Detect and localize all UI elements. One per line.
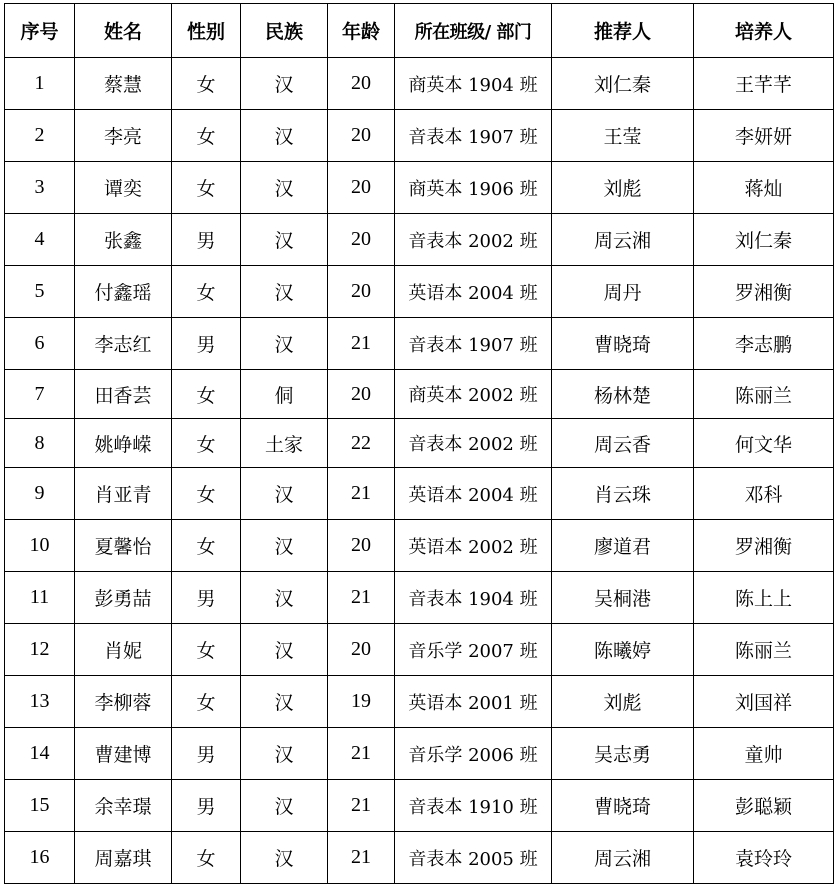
table-row [5, 110, 834, 162]
cell-index: 4 [5, 214, 75, 266]
cell-trainer: 罗湘衡 [694, 266, 834, 318]
cell-ethnicity: 汉 [241, 162, 328, 214]
cell-name: 肖妮 [75, 624, 172, 676]
cell-gender: 女 [172, 162, 241, 214]
table-row [5, 162, 834, 214]
cell-recommender: 廖道君 [552, 520, 694, 572]
cell-trainer: 李妍妍 [694, 110, 834, 162]
cell-index: 12 [5, 624, 75, 676]
cell-name: 姚峥嵘 [75, 419, 172, 468]
cell-age: 21 [328, 728, 395, 780]
cell-class: 商英本 2002 班 [395, 370, 552, 419]
header-cell-age: 年龄 [328, 4, 395, 58]
cell-gender: 女 [172, 624, 241, 676]
cell-recommender: 周云湘 [552, 832, 694, 884]
cell-name: 田香芸 [75, 370, 172, 419]
cell-trainer: 袁玲玲 [694, 832, 834, 884]
cell-class: 英语本 2004 班 [395, 468, 552, 520]
cell-gender: 女 [172, 832, 241, 884]
cell-trainer: 王芊芊 [694, 58, 834, 110]
cell-name: 谭奕 [75, 162, 172, 214]
cell-index: 10 [5, 520, 75, 572]
header-cell-trainer: 培养人 [694, 4, 834, 58]
table-row [5, 624, 834, 676]
table-row [5, 832, 834, 884]
cell-recommender: 曹晓琦 [552, 318, 694, 370]
cell-class: 音表本 2002 班 [395, 214, 552, 266]
cell-gender: 女 [172, 370, 241, 419]
cell-ethnicity: 汉 [241, 676, 328, 728]
roster-body [5, 58, 834, 884]
cell-gender: 男 [172, 318, 241, 370]
cell-age: 20 [328, 110, 395, 162]
cell-recommender: 王莹 [552, 110, 694, 162]
cell-ethnicity: 侗 [241, 370, 328, 419]
table-row [5, 520, 834, 572]
cell-ethnicity: 汉 [241, 318, 328, 370]
cell-ethnicity: 汉 [241, 624, 328, 676]
cell-trainer: 罗湘衡 [694, 520, 834, 572]
header-cell-recommender: 推荐人 [552, 4, 694, 58]
cell-gender: 女 [172, 676, 241, 728]
cell-age: 21 [328, 780, 395, 832]
table-row [5, 266, 834, 318]
cell-name: 张鑫 [75, 214, 172, 266]
cell-age: 21 [328, 572, 395, 624]
cell-class: 音表本 1910 班 [395, 780, 552, 832]
cell-index: 1 [5, 58, 75, 110]
cell-age: 20 [328, 162, 395, 214]
cell-age: 22 [328, 419, 395, 468]
header-row [5, 4, 834, 58]
cell-trainer: 陈丽兰 [694, 370, 834, 419]
cell-gender: 男 [172, 728, 241, 780]
cell-recommender: 吴志勇 [552, 728, 694, 780]
table-row [5, 676, 834, 728]
cell-gender: 女 [172, 110, 241, 162]
cell-name: 李亮 [75, 110, 172, 162]
cell-gender: 男 [172, 214, 241, 266]
cell-class: 商英本 1904 班 [395, 58, 552, 110]
cell-ethnicity: 汉 [241, 520, 328, 572]
cell-age: 20 [328, 214, 395, 266]
roster-table [4, 3, 834, 884]
cell-ethnicity: 汉 [241, 110, 328, 162]
table-row [5, 728, 834, 780]
table-row [5, 370, 834, 419]
cell-age: 19 [328, 676, 395, 728]
cell-name: 彭勇喆 [75, 572, 172, 624]
cell-trainer: 蒋灿 [694, 162, 834, 214]
header-cell-ethnicity: 民族 [241, 4, 328, 58]
cell-class: 英语本 2001 班 [395, 676, 552, 728]
cell-ethnicity: 汉 [241, 572, 328, 624]
table-row [5, 318, 834, 370]
cell-name: 付鑫瑶 [75, 266, 172, 318]
cell-gender: 女 [172, 58, 241, 110]
cell-class: 英语本 2004 班 [395, 266, 552, 318]
cell-index: 13 [5, 676, 75, 728]
cell-age: 20 [328, 520, 395, 572]
cell-class: 商英本 1906 班 [395, 162, 552, 214]
table-row [5, 214, 834, 266]
cell-index: 9 [5, 468, 75, 520]
cell-ethnicity: 汉 [241, 780, 328, 832]
cell-recommender: 刘彪 [552, 162, 694, 214]
table-row [5, 419, 834, 468]
cell-gender: 女 [172, 520, 241, 572]
cell-trainer: 邓科 [694, 468, 834, 520]
cell-age: 20 [328, 370, 395, 419]
cell-index: 7 [5, 370, 75, 419]
cell-ethnicity: 汉 [241, 832, 328, 884]
cell-index: 11 [5, 572, 75, 624]
table-row [5, 572, 834, 624]
cell-index: 14 [5, 728, 75, 780]
cell-name: 李志红 [75, 318, 172, 370]
cell-trainer: 刘仁秦 [694, 214, 834, 266]
cell-class: 音表本 1904 班 [395, 572, 552, 624]
cell-ethnicity: 汉 [241, 468, 328, 520]
cell-name: 夏馨怡 [75, 520, 172, 572]
cell-recommender: 陈曦婷 [552, 624, 694, 676]
cell-class: 音表本 1907 班 [395, 318, 552, 370]
cell-class: 英语本 2002 班 [395, 520, 552, 572]
cell-class: 音乐学 2006 班 [395, 728, 552, 780]
cell-class: 音表本 2002 班 [395, 419, 552, 468]
cell-ethnicity: 汉 [241, 266, 328, 318]
cell-class: 音乐学 2007 班 [395, 624, 552, 676]
cell-index: 3 [5, 162, 75, 214]
cell-ethnicity: 汉 [241, 214, 328, 266]
cell-recommender: 杨林楚 [552, 370, 694, 419]
cell-recommender: 吴桐港 [552, 572, 694, 624]
header-cell-class: 所在班级/ 部门 [395, 4, 552, 58]
cell-ethnicity: 汉 [241, 58, 328, 110]
cell-recommender: 肖云珠 [552, 468, 694, 520]
cell-index: 5 [5, 266, 75, 318]
cell-recommender: 周云湘 [552, 214, 694, 266]
cell-gender: 女 [172, 266, 241, 318]
cell-gender: 男 [172, 572, 241, 624]
cell-trainer: 何文华 [694, 419, 834, 468]
cell-gender: 男 [172, 780, 241, 832]
cell-age: 21 [328, 832, 395, 884]
cell-age: 21 [328, 318, 395, 370]
cell-name: 周嘉琪 [75, 832, 172, 884]
cell-ethnicity: 土家 [241, 419, 328, 468]
cell-trainer: 陈丽兰 [694, 624, 834, 676]
cell-recommender: 刘仁秦 [552, 58, 694, 110]
cell-age: 20 [328, 58, 395, 110]
cell-trainer: 童帅 [694, 728, 834, 780]
cell-recommender: 刘彪 [552, 676, 694, 728]
cell-index: 16 [5, 832, 75, 884]
cell-index: 15 [5, 780, 75, 832]
cell-age: 20 [328, 266, 395, 318]
cell-index: 2 [5, 110, 75, 162]
table-row [5, 780, 834, 832]
cell-trainer: 彭聪颖 [694, 780, 834, 832]
cell-name: 蔡慧 [75, 58, 172, 110]
cell-class: 音表本 1907 班 [395, 110, 552, 162]
cell-trainer: 陈上上 [694, 572, 834, 624]
cell-gender: 女 [172, 468, 241, 520]
cell-index: 8 [5, 419, 75, 468]
cell-age: 20 [328, 624, 395, 676]
cell-recommender: 曹晓琦 [552, 780, 694, 832]
cell-trainer: 李志鹏 [694, 318, 834, 370]
cell-ethnicity: 汉 [241, 728, 328, 780]
header-cell-gender: 性别 [172, 4, 241, 58]
cell-index: 6 [5, 318, 75, 370]
cell-age: 21 [328, 468, 395, 520]
cell-class: 音表本 2005 班 [395, 832, 552, 884]
cell-name: 曹建博 [75, 728, 172, 780]
cell-recommender: 周云香 [552, 419, 694, 468]
table-row [5, 468, 834, 520]
cell-trainer: 刘国祥 [694, 676, 834, 728]
cell-recommender: 周丹 [552, 266, 694, 318]
cell-gender: 女 [172, 419, 241, 468]
cell-name: 李柳蓉 [75, 676, 172, 728]
table-row [5, 58, 834, 110]
cell-name: 余幸璟 [75, 780, 172, 832]
header-cell-index: 序号 [5, 4, 75, 58]
cell-name: 肖亚青 [75, 468, 172, 520]
header-cell-name: 姓名 [75, 4, 172, 58]
